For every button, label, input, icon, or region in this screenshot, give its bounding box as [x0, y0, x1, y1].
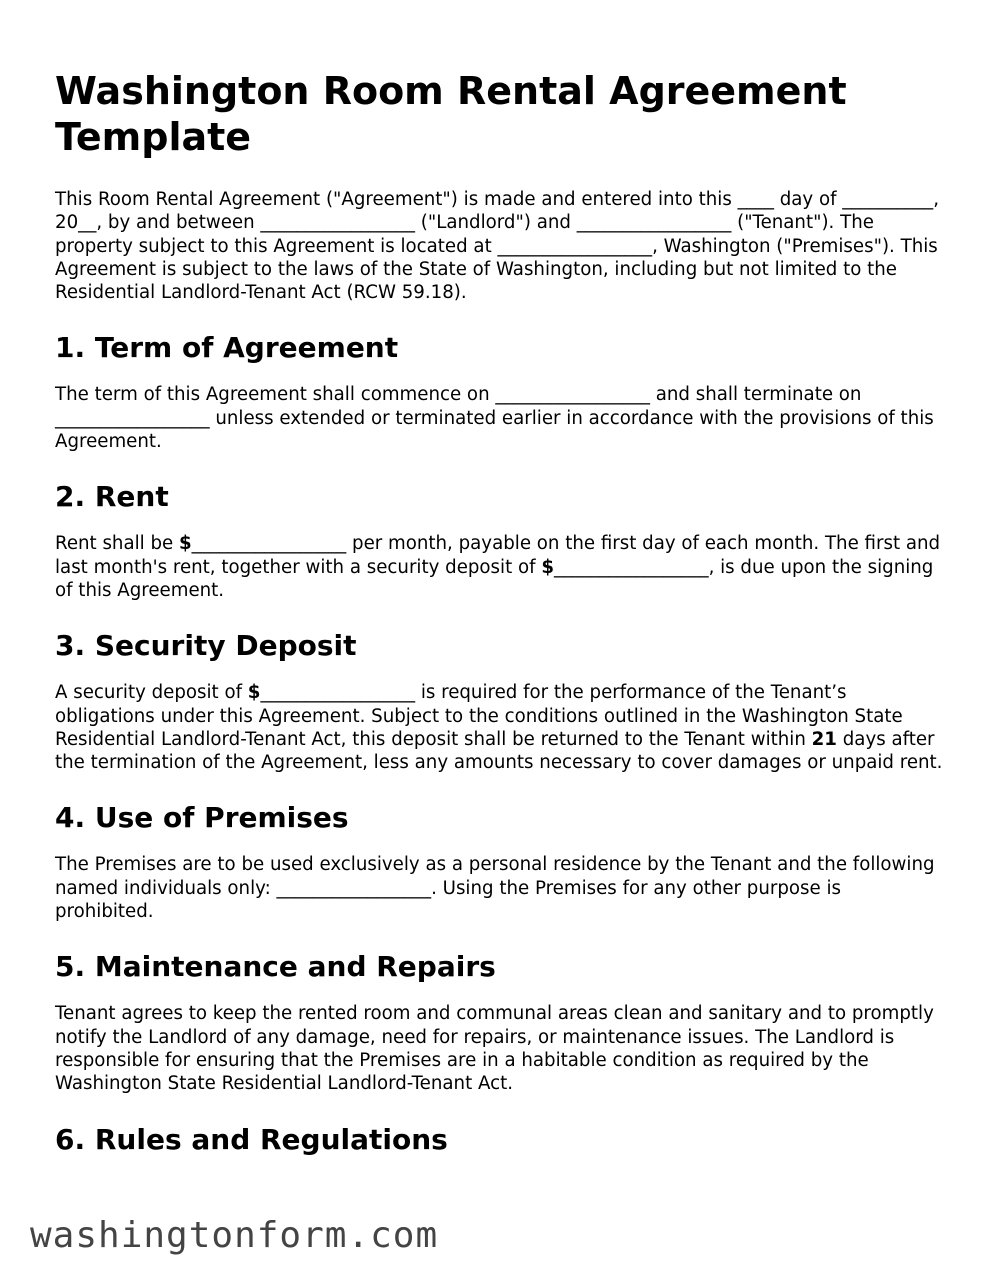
dollar-sign: $	[179, 533, 192, 555]
section-text-rent: Rent shall be $_________________ per month, payable on the first day of each month. The first and last month's rent, together with a security deposit of $_________________, is due upon the signing of this Agreement.	[55, 533, 941, 601]
section-heading-term: 1. Term of Agreement	[55, 331, 399, 365]
section-heading-maintenance: 5. Maintenance and Repairs	[55, 950, 496, 984]
section-heading-rent: 2. Rent	[55, 480, 169, 514]
section-text-maintenance: Tenant agrees to keep the rented room and communal areas clean and sanitary and to promptly notify the Landlord of any damage, need for repairs, or maintenance issues. The Landlord is responsible for ensuring that the Premises are in a habitable condition as required by the Washington State Residential Landlord-Tenant Act.	[55, 1003, 934, 1095]
dollar-sign: $	[541, 556, 554, 578]
watermark-text: washingtonform.com	[30, 1215, 439, 1256]
section-text-security-deposit: A security deposit of $_________________ is required for the performance of the Tenant’s obligations under this Agreement. Subject to the conditions outlined in the Washington State Residential Landlord-Tenant Act, this deposit shall be returned to the Tenant within 21 days after the termination of the Agreement, less any amounts necessary to cover damages or unpaid rent.	[55, 682, 943, 774]
section-heading-rules: 6. Rules and Regulations	[55, 1122, 448, 1156]
dollar-sign: $	[247, 682, 261, 704]
section-heading-security-deposit: 3. Security Deposit	[55, 629, 357, 663]
document-page	[55, 68, 945, 1175]
section-text-term: The term of this Agreement shall commence on _________________ and shall terminate on _________________ unless extended or terminated earlier in accordance with the provisions of this Agreement.	[55, 384, 934, 453]
section-heading-use-of-premises: 4. Use of Premises	[55, 801, 349, 835]
intro-paragraph: This Room Rental Agreement ("Agreement") is made and entered into this ____ day of __________, 20__, by and between _________________ ("Landlord") and _________________ ("Tenant"). The property subject to this Agreement is located at _________________, Washington ("Premises"). This Agreement is subject to the laws of the State of Washington, including but not limited to the Residential Landlord-Tenant Act (RCW 59.18).	[55, 189, 939, 304]
return-days: 21	[811, 728, 837, 750]
section-text-use-of-premises: The Premises are to be used exclusively as a personal residence by the Tenant and the following named individuals only: _________________. Using the Premises for any other purpose is prohibited.	[55, 854, 935, 923]
document-title: Washington Room Rental Agreement Template	[55, 69, 847, 159]
